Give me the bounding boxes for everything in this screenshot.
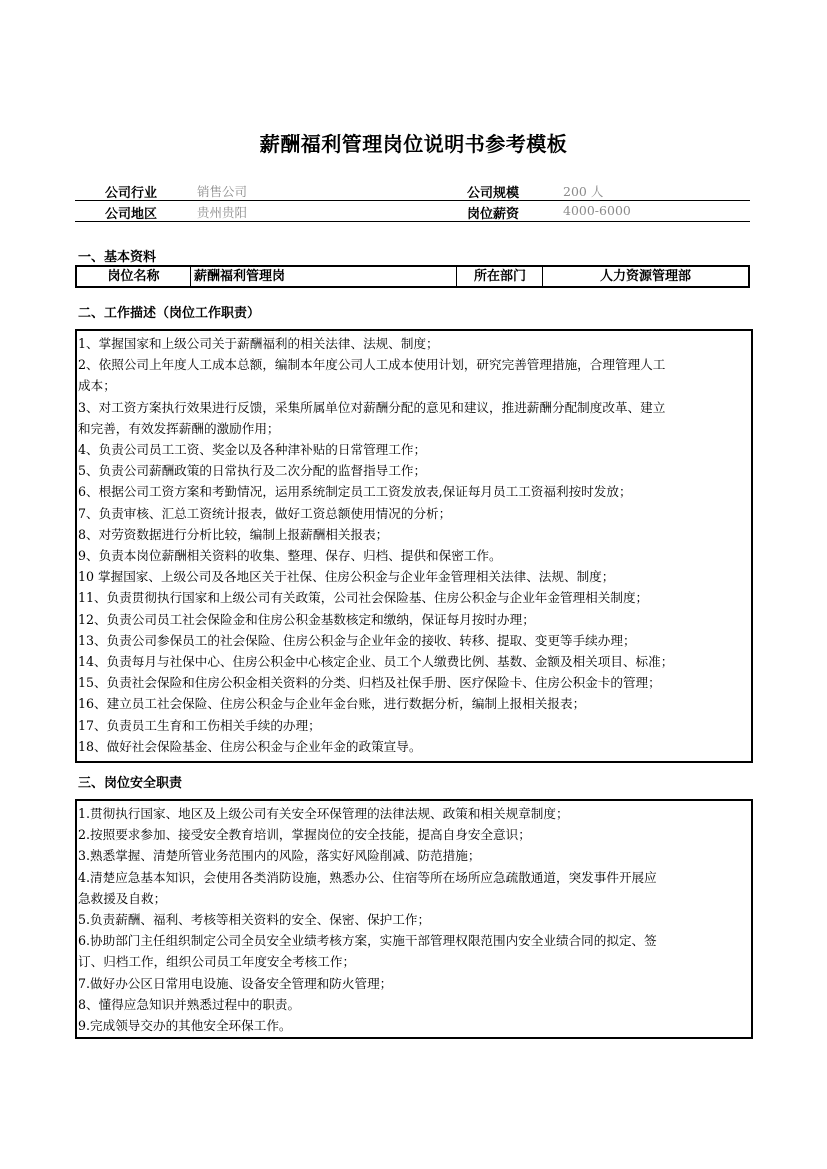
text-line: 3、对工资方案执行效果进行反馈，采集所属单位对薪酬分配的意见和建议，推进薪酬分配制度改革、建立 [78, 399, 666, 415]
text-line: 2、依照公司上年度人工成本总额，编制本年度公司人工成本使用计划，研究完善管理措施，合理管理人工 [78, 357, 666, 373]
text-line: 18、做好社会保险基金、住房公积金与企业年金的政策宣导。 [78, 738, 422, 754]
section-safety-heading: 三、岗位安全职责 [78, 776, 183, 791]
text-line: 3.熟悉掌握、清楚所管业务范围内的风险，落实好风险削减、防范措施； [78, 848, 481, 864]
info-row-region-salary [75, 201, 750, 222]
text-line: 17、负责员工生育和工伤相关手续的办理； [78, 717, 321, 733]
text-line: 4、负责公司员工工资、奖金以及各种津补贴的日常管理工作； [78, 442, 427, 458]
salary-label: 岗位薪资 [467, 207, 520, 222]
text-line: 6.协助部门主任组织制定公司全员安全业绩考核方案，实施干部管理权限范围内安全业绩合同的拟定、签 [78, 933, 657, 949]
text-line: 成本； [78, 378, 116, 394]
department-value: 人力资源管理部 [599, 269, 691, 284]
text-line: 订、归档工作，组织公司员工年度安全考核工作； [78, 954, 356, 970]
position-name-value: 薪酬福利管理岗 [191, 267, 457, 286]
basic-info-table [75, 265, 750, 288]
section-basic-heading: 一、基本资料 [78, 250, 157, 265]
text-line: 8、懂得应急知识并熟悉过程中的职责。 [78, 996, 301, 1012]
text-line: 急救援及自救； [78, 890, 167, 906]
text-line: 9.完成领导交办的其他安全环保工作。 [78, 1018, 292, 1034]
section-duties-heading: 二、工作描述（岗位工作职责） [78, 306, 261, 321]
text-line: 16、建立员工社会保险、住房公积金与企业年金台账，进行数据分析，编制上报相关报表； [78, 696, 586, 712]
region-label: 公司地区 [105, 207, 158, 222]
document-title: 薪酬福利管理岗位说明书参考模板 [259, 132, 568, 156]
salary-value: 4000-6000 [563, 203, 631, 218]
text-line: 10 掌握国家、上级公司及各地区关于社保、住房公积金与企业年金管理相关法律、法规、制度； [78, 569, 615, 585]
text-line: 2.按照要求参加、接受安全教育培训，掌握岗位的安全技能，提高自身安全意识； [78, 827, 531, 843]
text-line: 5、负责公司薪酬政策的日常执行及二次分配的监督指导工作； [78, 463, 427, 479]
text-line: 5.负责薪酬、福利、考核等相关资料的安全、保密、保护工作； [78, 912, 431, 928]
text-line: 7.做好办公区日常用电设施、设备安全管理和防火管理； [78, 975, 393, 991]
text-line: 9、负责本岗位薪酬相关资料的收集、整理、保存、归档、提供和保密工作。 [78, 548, 502, 564]
duties-box [75, 329, 753, 763]
text-line: 和完善，有效发挥薪酬的激励作用； [78, 420, 280, 436]
text-line: 11、负责贯彻执行国家和上级公司有关政策，公司社会保险基、住房公积金与企业年金管理相关制度； [78, 590, 649, 606]
scale-value: 200 人 [563, 184, 604, 199]
text-line: 14、负责每月与社保中心、住房公积金中心核定企业、员工个人缴费比例、基数、金额及相关项目、标准； [78, 654, 674, 670]
info-row-industry-scale [75, 180, 750, 201]
text-line: 6、根据公司工资方案和考勤情况，运用系统制定员工工资发放表,保证每月员工工资福利按时发放； [78, 484, 632, 500]
text-line: 13、负责公司参保员工的社会保险、住房公积金与企业年金的接收、转移、提取、变更等手续办理； [78, 632, 636, 648]
region-value: 贵州贵阳 [197, 205, 248, 220]
safety-box [75, 799, 753, 1039]
industry-label: 公司行业 [105, 186, 158, 201]
position-name-label: 岗位名称 [77, 267, 191, 286]
scale-label: 公司规模 [467, 186, 520, 201]
text-line: 1、掌握国家和上级公司关于薪酬福利的相关法律、法规、制度； [78, 336, 439, 351]
text-line: 4.清楚应急基本知识，会使用各类消防设施，熟悉办公、住宿等所在场所应急疏散通道，突发事件开展应 [78, 869, 657, 885]
text-line: 1.贯彻执行国家、地区及上级公司有关安全环保管理的法律法规、政策和相关规章制度； [78, 806, 569, 821]
industry-value: 销售公司 [197, 184, 248, 199]
department-label: 所在部门 [458, 267, 543, 286]
text-line: 8、对劳资数据进行分析比较，编制上报薪酬相关报表； [78, 526, 389, 542]
text-line: 12、负责公司员工社会保险金和住房公积金基数核定和缴纳，保证每月按时办理； [78, 611, 535, 627]
text-line: 7、负责审核、汇总工资统计报表，做好工资总额使用情况的分析； [78, 505, 452, 521]
text-line: 15、负责社会保险和住房公积金相关资料的分类、归档及社保手册、医疗保险卡、住房公积金卡的管理； [78, 675, 661, 691]
